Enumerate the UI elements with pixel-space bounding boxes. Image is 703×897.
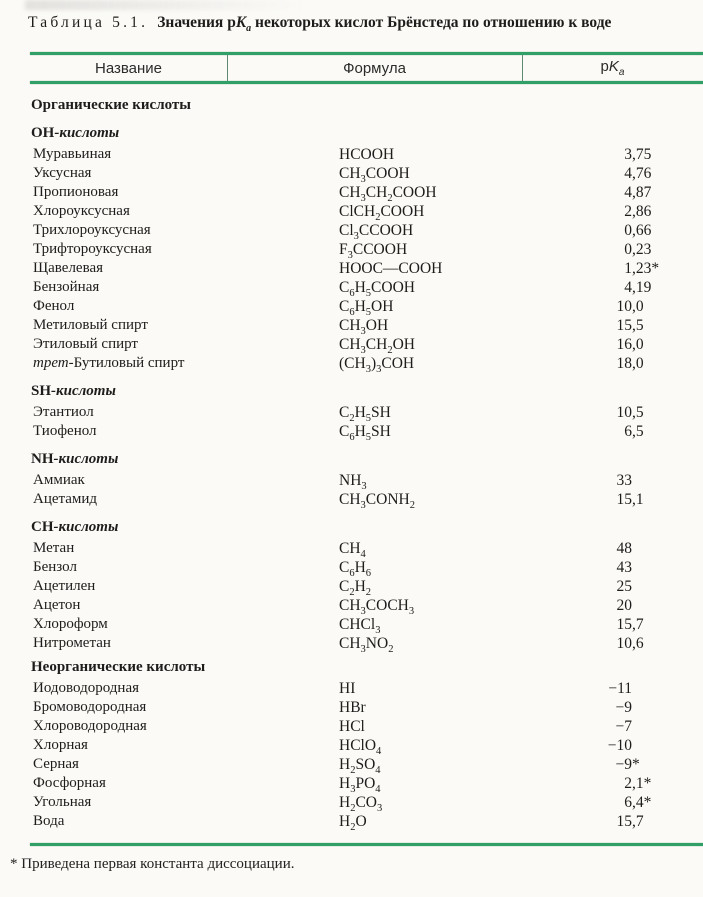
- pka-integer-part: 33: [616, 472, 632, 489]
- pka-value-cell: [522, 316, 703, 335]
- pka-value-cell: [522, 164, 703, 183]
- table-number: Таблица 5.1.: [28, 14, 149, 31]
- pka-fraction-part: ,7: [632, 813, 644, 830]
- pka-value-cell: [522, 354, 703, 373]
- pka-value-cell: [522, 240, 703, 259]
- pka-fraction-part: ,6: [632, 635, 644, 652]
- subsection-heading: [30, 381, 703, 401]
- pka-value-cell: [522, 422, 703, 441]
- table-row: [30, 471, 703, 493]
- pka-integer-part: −9: [615, 756, 632, 773]
- acid-name-cell: Бромоводородная: [33, 699, 147, 715]
- table-header-row: [30, 55, 703, 81]
- subsection-heading: [30, 123, 703, 143]
- column-divider: [522, 55, 523, 81]
- table-row: [30, 736, 703, 758]
- pka-integer-part: −7: [615, 718, 632, 735]
- pka-value-cell: [522, 736, 703, 755]
- pka-value-cell: [522, 259, 703, 278]
- pka-integer-part: 1: [624, 260, 632, 277]
- pka-value-cell: [522, 558, 703, 577]
- formula-cell: $CH_3CH_2OH$: [339, 336, 415, 357]
- pka-value-cell: [522, 221, 703, 240]
- acid-name-cell: Ацетилен: [33, 578, 96, 594]
- formula-cell: $CH_3CONH_2$: [339, 491, 415, 512]
- formula-cell: ClCH$_2$COOH: [339, 203, 425, 224]
- pka-fraction-part: ,76: [632, 165, 652, 182]
- subsection-prefix: NH: [31, 451, 54, 467]
- pka-fraction-part: ,1*: [632, 775, 652, 792]
- pka-integer-part: 6: [624, 423, 632, 440]
- pka-fraction-part: ,7: [632, 616, 644, 633]
- pka-integer-part: 10: [616, 298, 632, 315]
- pka-value-cell: [522, 145, 703, 164]
- acid-name-cell: Ацетамид: [33, 491, 98, 507]
- acid-name-cell: Хлороводородная: [33, 718, 147, 734]
- table-row: [30, 259, 703, 278]
- formula-cell: HI: [339, 680, 356, 697]
- formula-cell: $C_6H_5COOH$: [339, 279, 415, 300]
- formula-cell: $C_2H_2$: [339, 578, 372, 599]
- pka-value-cell: [522, 793, 703, 812]
- pka-value-cell: [522, 335, 703, 354]
- acid-name-cell: Хлорная: [33, 737, 88, 753]
- acid-name-cell: Нитрометан: [33, 635, 111, 651]
- formula-cell: $C_2H_5SH$: [339, 404, 391, 425]
- pka-integer-part: −9: [615, 699, 632, 716]
- formula-cell: $CH_3OH$: [339, 317, 389, 338]
- table-row: [30, 558, 703, 580]
- pka-integer-part: 2: [624, 775, 632, 792]
- pka-integer-part: 15: [616, 616, 632, 633]
- pka-value-cell: [522, 717, 703, 736]
- pka-integer-part: 43: [616, 559, 632, 576]
- formula-cell: $C_6H_5SH$: [339, 423, 391, 444]
- section-heading: Неорганические кислоты: [31, 659, 206, 675]
- table-row: [30, 297, 703, 319]
- pka-fraction-part: ,4*: [632, 794, 652, 811]
- pka-fraction-part: ,75: [632, 146, 652, 163]
- pka-integer-part: 15: [616, 491, 632, 508]
- formula-cell: HCOOH: [339, 146, 395, 163]
- pka-value-cell: [522, 596, 703, 615]
- pka-fraction-part: ,19: [632, 279, 652, 296]
- column-divider: [227, 55, 228, 81]
- pka-integer-part: 2: [624, 203, 632, 220]
- pka-value-cell: [522, 297, 703, 316]
- table-row: [30, 316, 703, 338]
- pka-integer-part: 16: [616, 336, 632, 353]
- table-title: Значения $pK_a$ некоторых кислот Брёнстеда по отношению к воде: [157, 14, 612, 35]
- table-row: [30, 164, 703, 186]
- table-bottom-rule: [30, 843, 703, 846]
- acid-name-cell: Метиловый спирт: [33, 317, 148, 333]
- subsection-prefix: SH: [31, 383, 52, 399]
- acid-name-cell: Щавелевая: [33, 260, 104, 276]
- formula-cell: HClO$_4$: [339, 737, 382, 758]
- pka-value-cell: [522, 615, 703, 634]
- pka-integer-part: 6: [624, 794, 632, 811]
- pka-fraction-part: ,0: [632, 298, 644, 315]
- pka-fraction-part: ,0: [632, 336, 644, 353]
- formula-cell: CHCl$_3$: [339, 616, 381, 637]
- subsection-suffix: -кислоты: [54, 125, 120, 141]
- pka-fraction-part: ,5: [632, 404, 644, 421]
- acid-name-cell: Бензол: [33, 559, 77, 575]
- table-row: [30, 679, 703, 698]
- pka-integer-part: 15: [616, 813, 632, 830]
- table-row: [30, 774, 703, 796]
- pka-value-cell: [522, 812, 703, 831]
- pka-integer-part: 3: [624, 146, 632, 163]
- pka-fraction-part: ,23*: [632, 260, 660, 277]
- subsection-suffix: -кислоты: [51, 383, 116, 399]
- table-row: [30, 335, 703, 357]
- table-row: [30, 539, 703, 561]
- pka-fraction-part: *: [632, 756, 640, 773]
- formula-cell: HOOC—COOH: [339, 260, 443, 277]
- table-row: [30, 755, 703, 777]
- formula-cell: $F_3CCOOH$: [339, 241, 408, 262]
- acid-name-cell: Трифтороуксусная: [33, 241, 152, 257]
- formula-cell: $H_2O$: [339, 813, 367, 834]
- formula-cell: $CH_3COCH_3$: [339, 597, 415, 618]
- table-row: [30, 403, 703, 425]
- acid-name-cell: Аммиак: [33, 472, 85, 488]
- pka-fraction-part: ,5: [632, 317, 644, 334]
- table-caption: [28, 14, 611, 34]
- table-row: [30, 145, 703, 164]
- acid-name-cell: трет-Бутиловый спирт: [33, 355, 185, 371]
- table-row: [30, 596, 703, 618]
- acid-name-cell: Тиофенол: [33, 423, 97, 439]
- table-row: [30, 490, 703, 512]
- acid-name-cell: Угольная: [33, 794, 92, 810]
- subsection-prefix: СН: [31, 519, 54, 535]
- pka-integer-part: 10: [616, 635, 632, 652]
- formula-cell: $CH_3CH_2COOH$: [339, 184, 437, 205]
- acid-name-cell: Этиловый спирт: [33, 336, 138, 352]
- pka-value-cell: [522, 539, 703, 558]
- acid-name-cell: Фенол: [33, 298, 75, 314]
- pka-value-cell: [522, 490, 703, 509]
- table-row: [30, 240, 703, 262]
- table-row: [30, 354, 703, 376]
- table-row: [30, 577, 703, 599]
- formula-cell: $CH_4$: [339, 540, 366, 561]
- acid-name-cell: Уксусная: [33, 165, 92, 181]
- pka-integer-part: 15: [616, 317, 632, 334]
- subsection-suffix: -кислоты: [53, 519, 119, 535]
- formula-cell: $H_2SO_4$: [339, 756, 381, 777]
- formula-cell: $C_6H_5OH$: [339, 298, 394, 319]
- pka-integer-part: 0: [624, 241, 632, 258]
- pka-value-cell: [522, 634, 703, 653]
- formula-cell: HCl: [339, 718, 365, 735]
- pka-fraction-part: ,66: [632, 222, 652, 239]
- acid-name-cell: Этантиол: [33, 404, 94, 420]
- column-header-pka: $pK_a$: [600, 58, 625, 78]
- formula-cell: $CH_3COOH$: [339, 165, 410, 186]
- pka-value-cell: [522, 278, 703, 297]
- pka-fraction-part: ,87: [632, 184, 652, 201]
- acid-name-cell: Трихлороуксусная: [33, 222, 151, 238]
- acid-name-cell: Иодоводородная: [33, 680, 139, 696]
- pka-fraction-part: ,1: [632, 491, 644, 508]
- table-row: [30, 634, 703, 656]
- table-row: [30, 278, 703, 300]
- pka-value-cell: [522, 755, 703, 774]
- table-row: [30, 698, 703, 717]
- pka-value-cell: [522, 471, 703, 490]
- column-header-name: Название: [94, 59, 163, 77]
- footnote: * Приведена первая константа диссоциации.: [10, 856, 295, 872]
- pka-fraction-part: ,5: [632, 423, 644, 440]
- pka-integer-part: 18: [616, 355, 632, 372]
- acid-name-cell: Метан: [33, 540, 75, 556]
- acid-name-cell: Ацетон: [33, 597, 81, 613]
- pka-fraction-part: ,23: [632, 241, 652, 258]
- pka-fraction-part: ,86: [632, 203, 652, 220]
- acid-name-cell: Пропионовая: [33, 184, 119, 200]
- formula-cell: $H_2CO_3$: [339, 794, 383, 815]
- section-heading: Органические кислоты: [31, 97, 191, 113]
- acid-name-cell: Фосфорная: [33, 775, 106, 791]
- acid-name-cell: Вода: [33, 813, 65, 829]
- table-body: [30, 84, 703, 843]
- pka-value-cell: [522, 202, 703, 221]
- formula-cell: $C_6H_6$: [339, 559, 372, 580]
- table-row: [30, 221, 703, 243]
- pka-integer-part: 48: [616, 540, 632, 557]
- acid-name-cell: Серная: [33, 756, 79, 772]
- formula-cell: $Cl_3CCOOH$: [339, 222, 414, 243]
- subsection-prefix: ОН: [31, 125, 55, 141]
- pka-integer-part: 4: [624, 184, 632, 201]
- pka-value-cell: [522, 183, 703, 202]
- subsection-heading: [30, 449, 703, 469]
- formula-cell: HBr: [339, 699, 366, 716]
- formula-cell: $H_3PO_4$: [339, 775, 381, 796]
- pka-integer-part: 20: [616, 597, 632, 614]
- pka-integer-part: 10: [616, 404, 632, 421]
- pka-value-cell: [522, 577, 703, 596]
- pka-integer-part: 25: [616, 578, 632, 595]
- pka-value-cell: [522, 698, 703, 717]
- table-row: [30, 812, 703, 834]
- pka-value-cell: [522, 679, 703, 698]
- pka-integer-part: 4: [624, 165, 632, 182]
- pka-fraction-part: ,0: [632, 355, 644, 372]
- subsection-heading: [30, 517, 703, 537]
- acid-name-cell: Муравьиная: [33, 146, 112, 162]
- formula-cell: $(CH_3)_3COH$: [339, 355, 415, 376]
- table-row: [30, 793, 703, 815]
- acid-name-cell: Хлороуксусная: [33, 203, 130, 219]
- pka-value-cell: [522, 403, 703, 422]
- pka-integer-part: 0: [624, 222, 632, 239]
- table-row: [30, 615, 703, 637]
- pka-value-cell: [522, 774, 703, 793]
- pka-table: [30, 52, 703, 846]
- table-row: [30, 422, 703, 444]
- formula-cell: $NH_3$: [339, 472, 367, 493]
- pka-integer-part: −10: [607, 737, 632, 754]
- pka-integer-part: 4: [624, 279, 632, 296]
- table-row: [30, 717, 703, 736]
- acid-name-cell: Хлороформ: [33, 616, 108, 632]
- pka-integer-part: −11: [608, 680, 632, 697]
- subsection-suffix: -кислоты: [53, 451, 119, 467]
- table-row: [30, 183, 703, 205]
- table-row: [30, 202, 703, 224]
- acid-name-cell: Бензойная: [33, 279, 100, 295]
- formula-cell: $CH_3NO_2$: [339, 635, 394, 656]
- column-header-formula: Формула: [343, 59, 406, 77]
